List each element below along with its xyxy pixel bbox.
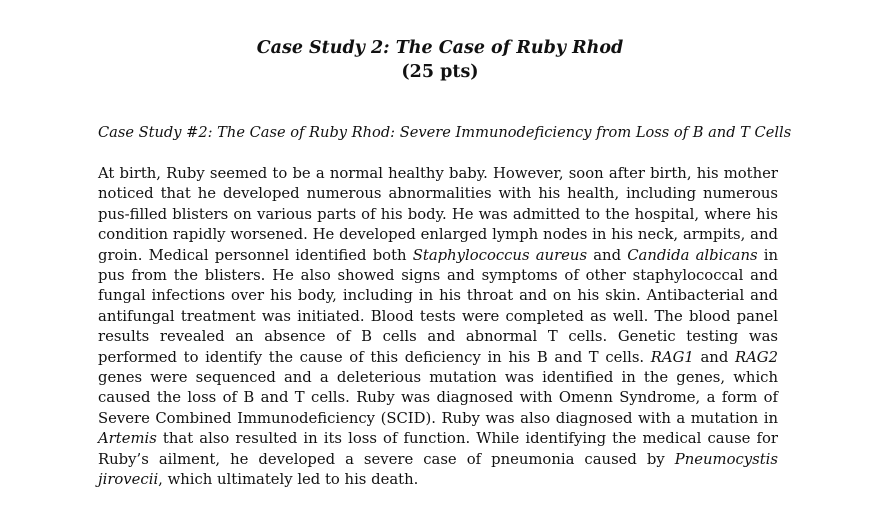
paragraph-text: that also resulted in its loss of function. While identifying the medical cause for Ruby’s ailment, he developed a severe case of pneumonia caused by (98, 430, 778, 468)
paragraph-text: , which ultimately led to his death. (158, 471, 419, 489)
paragraph-text: and (587, 246, 628, 264)
paragraph-text: in pus from the blisters. He also showed signs and symptoms of other staphylococcal and fungal infections over his body, including in his throat and on his skin. Antibacterial and antifungal treatment was initiated. Blood tests were completed as well. The blood panel results revealed an absence of B cells and abnormal T cells. Genetic testing was performed to identify the cause of this deficiency in his B and T cells. (98, 246, 779, 366)
organism-name: Pneumocystis jirovecii (98, 450, 778, 489)
case-study-subtitle: Case Study #2: The Case of Ruby Rhod: Severe Immunodeficiency from Loss of B and T Cells (98, 124, 792, 141)
organism-name: Staphylococcus aureus (412, 246, 588, 264)
paragraph-text: genes were sequenced and a deleterious mutation was identified in the genes, which caused the loss of B and T cells. Ruby was diagnosed with Omenn Syndrome, a form of Severe Combined Immunodeficiency (SCID). Ruby was also diagnosed with a mutation in (98, 369, 778, 427)
organism-name: Candida albicans (627, 246, 758, 264)
case-description-paragraph (98, 164, 778, 491)
gene-name: Artemis (98, 430, 157, 448)
case-study-title: Case Study 2: The Case of Ruby Rhod (256, 38, 624, 58)
paragraph-text: At birth, Ruby seemed to be a normal healthy baby. However, soon after birth, his mother noticed that he developed numerous abnormalities with his health, including numerous pus-filled blisters on various parts of his body. He was admitted to the hospital, where his condition rapidly worsened. He developed enlarged lymph nodes in his neck, armpits, and groin. Medical personnel identified both (98, 165, 778, 264)
gene-name: RAG2 (734, 348, 778, 366)
gene-name: RAG1 (650, 348, 694, 366)
paragraph-text: and (693, 348, 735, 366)
points-label: (25 pts) (401, 62, 479, 82)
